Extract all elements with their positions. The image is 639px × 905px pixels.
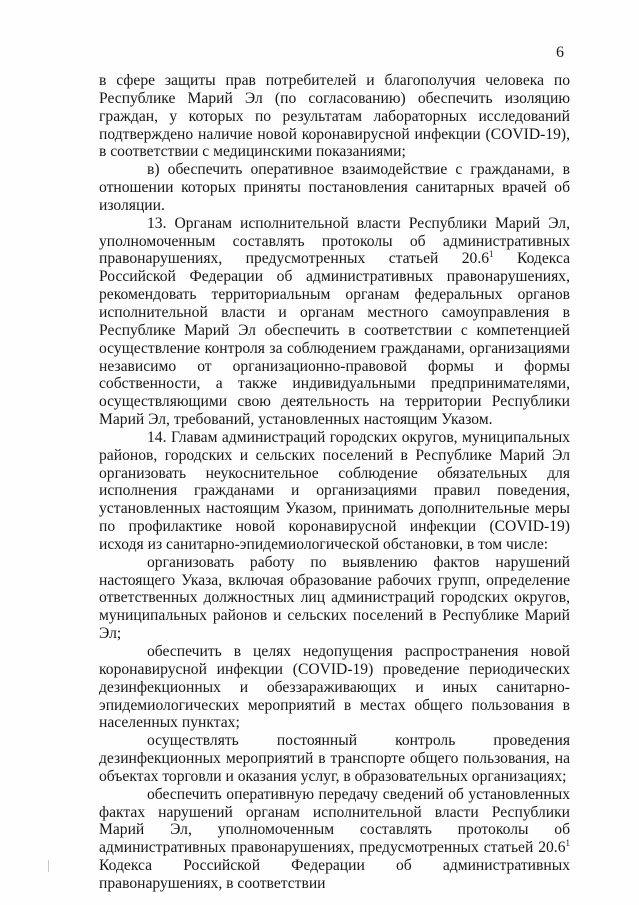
paragraph-isolation-of-citizens: в сфере защиты прав потребителей и благополучия человека по Республике Марий Эл (по согласованию) обеспечить изоляцию граждан, у которых по результатам лабораторных исследований подтверждено наличие новой коронавирусной инфекции (COVID-19), в соответствии с медицинскими показаниями; — [99, 72, 570, 161]
paragraph-transfer-text-after: Кодекса Российской Федерации об административных правонарушениях, в соответствии — [99, 857, 570, 892]
paragraph-transfer-text-before: обеспечить оперативную передачу сведений об установленных фактах нарушений органам исполнительной власти Республики Марий Эл, уполномоченным составлять протоколы об административных правонарушениях, предусмотренных статьей 20.6 — [99, 785, 570, 857]
scan-edge-mark — [48, 860, 49, 872]
page-number: 6 — [556, 44, 564, 61]
paragraph-control-disinfection: осуществлять постоянный контроль проведения дезинфекционных мероприятий в транспорте общего пользования, на объектах торговли и оказания услуг, в образовательных организациях; — [99, 732, 570, 785]
paragraph-transfer-information — [99, 786, 570, 893]
paragraph-14: 14. Главам администраций городских округов, муниципальных районов, городских и сельских поселений в Республике Марий Эл организовать неукоснительное соблюдение обязательных для исполнения гражданами и организациями правил поведения, установленных настоящим Указом, принимать дополнительные меры по профилактике новой коронавирусной инфекции (COVID-19) исходя из санитарно-эпидемиологической обстановки, в том числе: — [99, 428, 570, 553]
article-superscript: 1 — [565, 838, 570, 849]
paragraph-13-text-after: Кодекса Российской Федерации об административных правонарушениях, рекомендовать территориальным органам федеральных органов исполнительной власти и органам местного самоуправления в Республике Марий Эл обеспечить в соответствии с компетенцией осуществление контроля за соблюдением гражданами, организациями независимо от организационно-правовой формы и формы собственности, а также индивидуальными предпринимателями, осуществляющими свою деятельность на территории Республики Марий Эл, требований, установленных настоящим Указом. — [99, 250, 570, 429]
article-superscript: 1 — [489, 249, 494, 260]
paragraph-item-v: в) обеспечить оперативное взаимодействие с гражданами, в отношении которых приняты постановления санитарных врачей об изоляции. — [99, 161, 570, 214]
paragraph-disinfection-measures: обеспечить в целях недопущения распространения новой коронавирусной инфекции (COVID-19) проведение периодических дезинфекционных и обеззараживающих и иных санитарно-эпидемиологических мероприятий в местах общего пользования в населенных пунктах; — [99, 643, 570, 732]
paragraph-13-text-before: 13. Органам исполнительной власти Республики Марий Эл, уполномоченным составлять протоколы об административных правонарушениях, предусмотренных статьей 20.6 — [99, 214, 570, 268]
paragraph-13 — [99, 215, 570, 429]
document-body — [99, 72, 570, 893]
paragraph-organize-work: организовать работу по выявлению фактов нарушений настоящего Указа, включая образование рабочих групп, определение ответственных должностных лиц администраций городских округов, муниципальных районов и сельских поселений в Республике Марий Эл; — [99, 553, 570, 643]
